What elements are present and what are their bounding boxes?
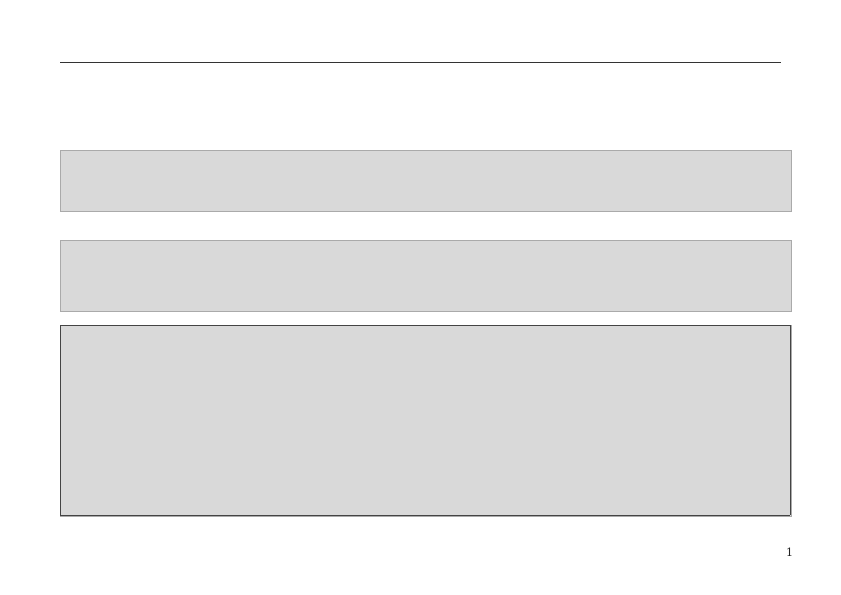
table-rule	[60, 515, 790, 516]
table-block-3	[60, 325, 792, 517]
page-number: 1	[786, 546, 793, 559]
table-border	[60, 325, 61, 515]
header-rule	[60, 62, 781, 63]
table-block-1	[60, 150, 792, 212]
table-rule	[60, 325, 790, 326]
table-block-2	[60, 240, 792, 312]
table-border	[790, 325, 791, 515]
